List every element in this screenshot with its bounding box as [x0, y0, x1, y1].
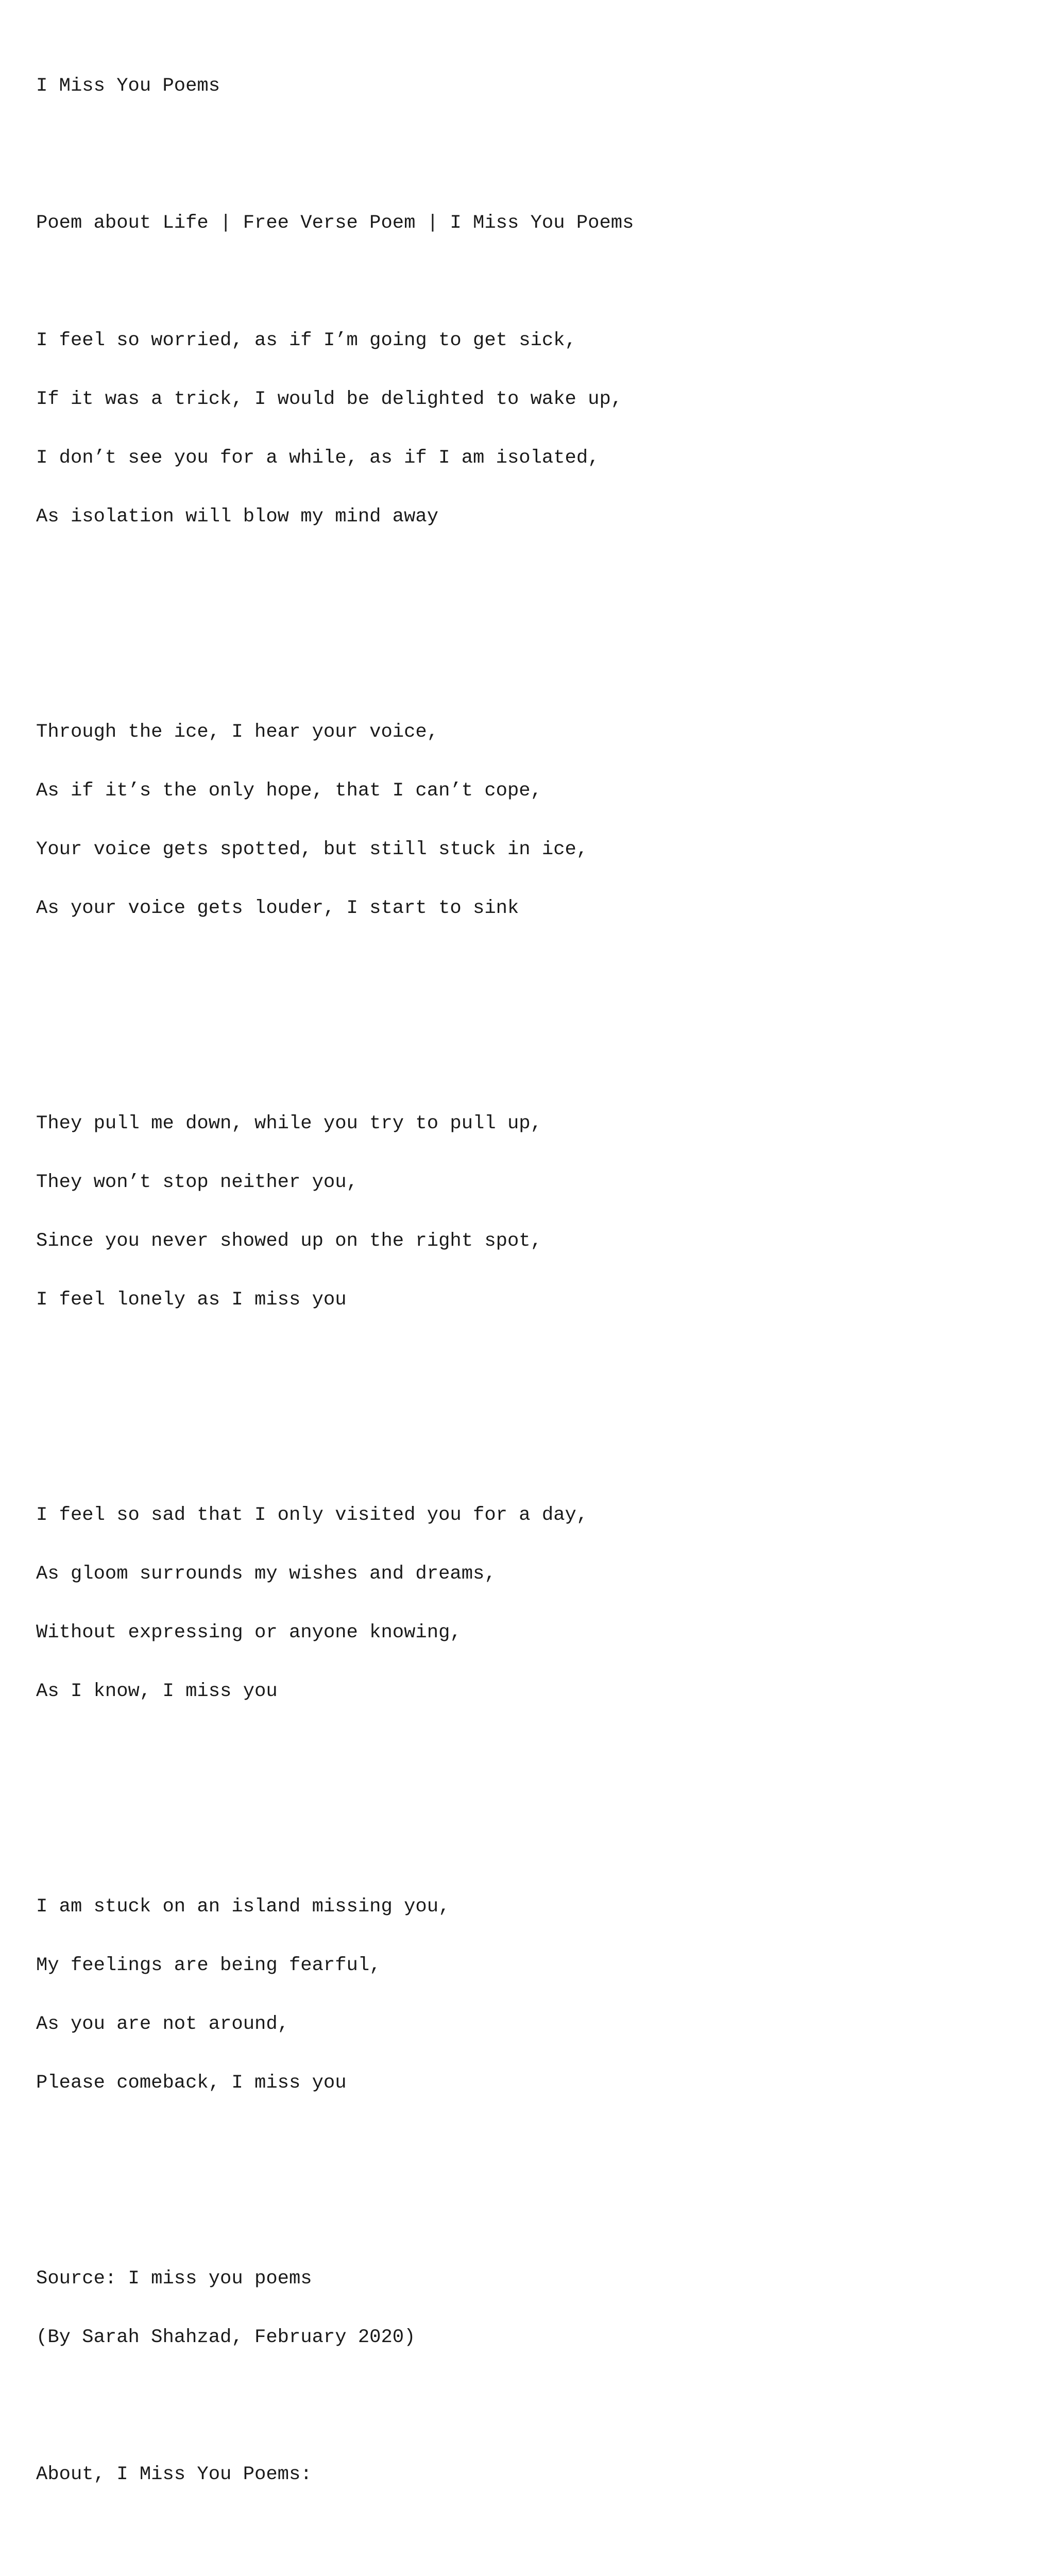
- about-heading: About, I Miss You Poems:: [36, 2464, 312, 2485]
- poem-line: I feel lonely as I miss you: [36, 1289, 347, 1311]
- document-page: [36, 37, 1046, 2576]
- poem-line: Without expressing or anyone knowing,: [36, 1622, 462, 1643]
- poem-line: They won’t stop neither you,: [36, 1172, 358, 1193]
- stanza-2: [36, 683, 1046, 957]
- poem-line: I don’t see you for a while, as if I am isolated,: [36, 447, 600, 469]
- poem-line: As gloom surrounds my wishes and dreams,: [36, 1563, 496, 1585]
- poem-line: I feel so worried, as if I’m going to get sick,: [36, 330, 576, 351]
- stanza-5: [36, 1858, 1046, 2132]
- stanza-4: [36, 1466, 1046, 1740]
- spacer: [36, 1780, 1046, 1799]
- byline: (By Sarah Shahzad, February 2020): [36, 2327, 416, 2348]
- poem-line: Since you never showed up on the right spot,: [36, 1230, 542, 1252]
- spacer: [36, 2171, 1046, 2210]
- poem-categories: Poem about Life | Free Verse Poem | I Miss You Poems: [36, 212, 634, 234]
- source-line: Source: I miss you poems: [36, 2268, 312, 2290]
- poem-line: I am stuck on an island missing you,: [36, 1896, 450, 1918]
- stanza-3: [36, 1075, 1046, 1349]
- poem-line: I feel so sad that I only visited you for a day,: [36, 1504, 588, 1526]
- poem-line: Through the ice, I hear your voice,: [36, 721, 439, 743]
- spacer: [36, 135, 1046, 155]
- poem-line: If it was a trick, I would be delighted to wake up,: [36, 388, 623, 410]
- document-title: I Miss You Poems: [36, 75, 220, 97]
- spacer: [36, 996, 1046, 1016]
- poem-line: As isolation will blow my mind away: [36, 506, 439, 528]
- spacer: [36, 2386, 1046, 2406]
- poem-line: As your voice gets louder, I start to sink: [36, 897, 519, 919]
- stanza-1: [36, 292, 1046, 566]
- poem-line: As you are not around,: [36, 2013, 289, 2035]
- poem-line: My feelings are being fearful,: [36, 1955, 381, 1976]
- spacer: [36, 2523, 1046, 2543]
- poem-line: Your voice gets spotted, but still stuck in ice,: [36, 839, 588, 860]
- poem-line: As I know, I miss you: [36, 1681, 278, 1702]
- spacer: [36, 605, 1046, 624]
- poem-line: Please comeback, I miss you: [36, 2072, 347, 2094]
- poem-line: As if it’s the only hope, that I can’t cope,: [36, 780, 542, 802]
- poem-line: They pull me down, while you try to pull up,: [36, 1113, 542, 1134]
- spacer: [36, 1388, 1046, 1408]
